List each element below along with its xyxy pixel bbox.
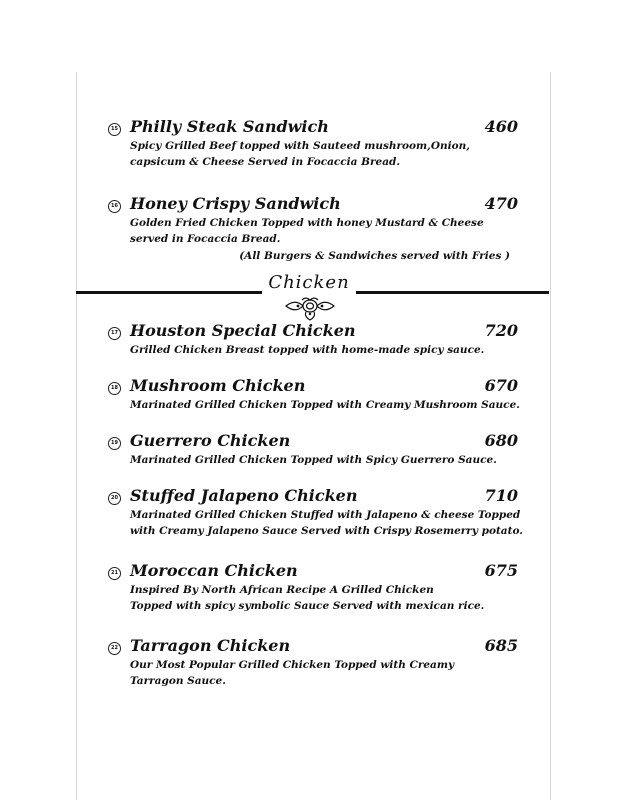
item-description-line: Marinated Grilled Chicken Topped with Creamy Mushroom Sauce. — [130, 399, 520, 411]
item-name: Houston Special Chicken — [130, 321, 356, 340]
item-number-badge: 15 — [108, 123, 121, 136]
item-description-line: with Creamy Jalapeno Sauce Served with Crispy Rosemerry potato. — [130, 525, 523, 537]
item-description-line: Golden Fried Chicken Topped with honey Mustard & Cheese — [130, 217, 484, 229]
flourish-ornament-icon — [282, 294, 338, 322]
item-name: Philly Steak Sandwich — [130, 117, 329, 136]
item-description-line: Inspired By North African Recipe A Grilled Chicken — [130, 584, 434, 596]
item-price: 685 — [484, 636, 518, 655]
item-description — [130, 215, 520, 247]
item-description — [130, 507, 523, 539]
item-description — [130, 138, 520, 170]
item-name: Honey Crispy Sandwich — [130, 194, 341, 213]
item-number-badge: 16 — [108, 200, 121, 213]
item-description — [130, 397, 520, 413]
item-name: Guerrero Chicken — [130, 431, 291, 450]
section-divider-right — [356, 291, 549, 294]
item-description-line: Spicy Grilled Beef topped with Sauteed mushroom,Onion, — [130, 140, 470, 152]
item-name: Tarragon Chicken — [130, 636, 291, 655]
item-description-line: Our Most Popular Grilled Chicken Topped with Creamy — [130, 659, 455, 671]
item-description-line: Marinated Grilled Chicken Topped with Spicy Guerrero Sauce. — [130, 454, 497, 466]
item-description — [130, 657, 520, 689]
item-description-line: Grilled Chicken Breast topped with home-made spicy sauce. — [130, 344, 485, 356]
item-price: 470 — [484, 194, 518, 213]
item-number-badge: 18 — [108, 382, 121, 395]
item-price: 710 — [484, 486, 518, 505]
item-number-badge: 21 — [108, 567, 121, 580]
item-name: Stuffed Jalapeno Chicken — [130, 486, 358, 505]
item-price: 720 — [484, 321, 518, 340]
section-divider-left — [76, 291, 262, 294]
item-price: 680 — [484, 431, 518, 450]
item-number-badge: 17 — [108, 327, 121, 340]
fries-note: (All Burgers & Sandwiches served with Fries ) — [239, 250, 510, 262]
item-description-line: served in Focaccia Bread. — [130, 233, 281, 245]
item-description-line: Topped with spicy symbolic Sauce Served with mexican rice. — [130, 600, 485, 612]
item-name: Moroccan Chicken — [130, 561, 298, 580]
item-price: 670 — [484, 376, 518, 395]
item-description-line: Tarragon Sauce. — [130, 675, 226, 687]
item-number-badge: 19 — [108, 437, 121, 450]
item-number-badge: 22 — [108, 642, 121, 655]
item-description — [130, 582, 520, 614]
item-description — [130, 452, 520, 468]
item-description — [130, 342, 520, 358]
item-number-badge: 20 — [108, 492, 121, 505]
section-title-chicken: Chicken — [268, 272, 350, 293]
item-description-line: capsicum & Cheese Served in Focaccia Bread. — [130, 156, 401, 168]
item-price: 675 — [484, 561, 518, 580]
item-description-line: Marinated Grilled Chicken Stuffed with Jalapeno & cheese Topped — [130, 509, 521, 521]
item-name: Mushroom Chicken — [130, 376, 306, 395]
item-price: 460 — [484, 117, 518, 136]
